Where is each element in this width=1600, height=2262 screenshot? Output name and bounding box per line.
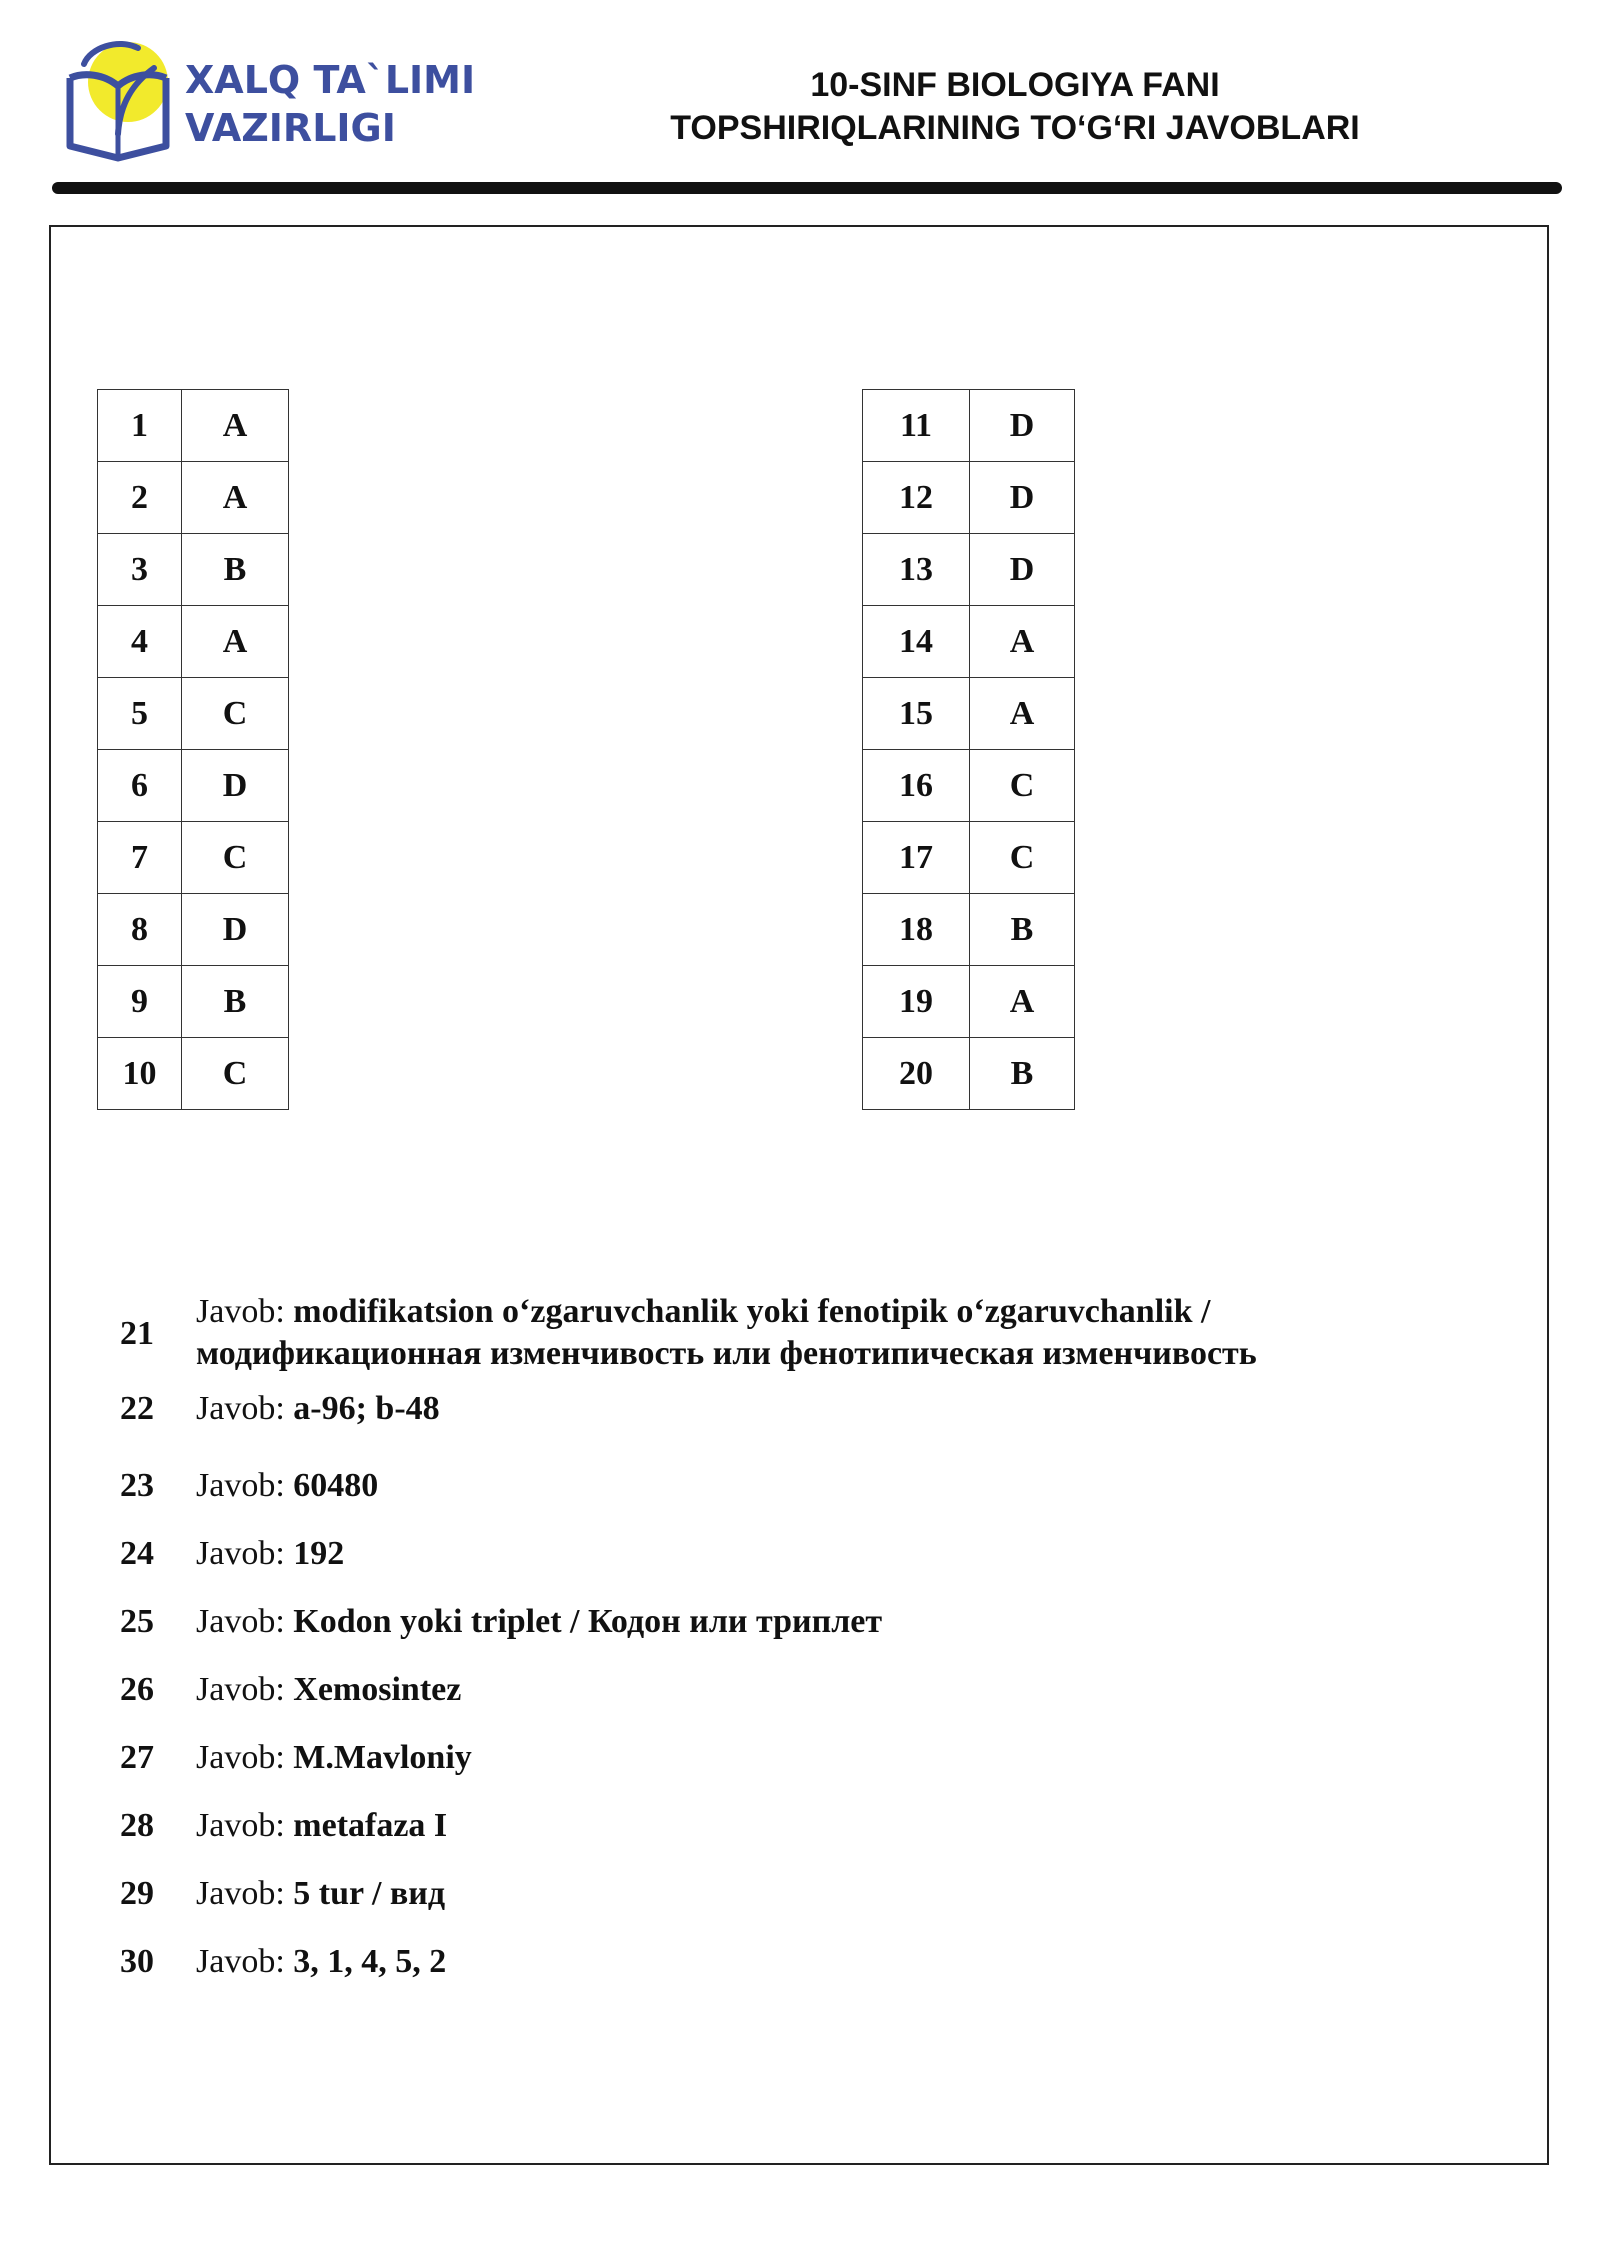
answer-label: Javob: <box>196 1943 294 1980</box>
answer-text <box>196 1671 461 1709</box>
question-number: 13 <box>863 534 970 606</box>
answer-letter: D <box>182 894 289 966</box>
answer-value: M.Mavloniy <box>293 1739 472 1776</box>
answer-value: 5 tur / вид <box>293 1875 446 1912</box>
logo-line2: VAZIRLIGI <box>185 106 396 150</box>
table-row <box>863 750 1075 822</box>
answer-letter: B <box>182 534 289 606</box>
answer-table-1-10 <box>97 389 289 1110</box>
answer-letter: C <box>182 822 289 894</box>
table-row <box>863 894 1075 966</box>
answer-value: Kodon yoki triplet / Кодон или триплет <box>284 1603 883 1640</box>
question-number: 6 <box>98 750 182 822</box>
answer-letter: B <box>970 894 1075 966</box>
title-line1: 10-SINF BIOLOGIYA FANI <box>810 66 1220 104</box>
question-number: 24 <box>120 1535 154 1572</box>
table-row <box>98 534 289 606</box>
answer-text <box>196 1535 344 1573</box>
table-row <box>98 966 289 1038</box>
table-row <box>863 822 1075 894</box>
question-number: 18 <box>863 894 970 966</box>
table-row <box>98 822 289 894</box>
answer-letter: D <box>182 750 289 822</box>
question-number: 27 <box>120 1739 154 1776</box>
question-number: 15 <box>863 678 970 750</box>
answer-letter: A <box>970 606 1075 678</box>
answer-text <box>196 1807 447 1845</box>
answer-label: Javob: <box>196 1875 294 1912</box>
answer-label: Javob: <box>196 1739 294 1776</box>
answer-letter: B <box>182 966 289 1038</box>
answer-letter: B <box>970 1038 1075 1110</box>
answer-letter: A <box>182 390 289 462</box>
answer-value: Xemosintez <box>293 1671 462 1708</box>
answer-value: 192 <box>293 1535 345 1572</box>
question-number: 23 <box>120 1467 154 1504</box>
table-row <box>98 678 289 750</box>
table-row <box>98 1038 289 1110</box>
ministry-logo-text <box>185 56 475 152</box>
question-number: 11 <box>863 390 970 462</box>
answer-label: Javob: <box>196 1535 294 1572</box>
answer-text <box>196 1943 446 1981</box>
table-row <box>863 534 1075 606</box>
page-title <box>600 64 1430 150</box>
answer-letter: A <box>970 678 1075 750</box>
question-number: 21 <box>120 1315 154 1352</box>
table-row <box>98 606 289 678</box>
table-row <box>863 1038 1075 1110</box>
question-number: 7 <box>98 822 182 894</box>
table-row <box>98 750 289 822</box>
answer-letter: C <box>970 750 1075 822</box>
answer-letter: A <box>182 462 289 534</box>
answer-value: metafaza I <box>293 1807 448 1844</box>
header-divider <box>52 182 1562 194</box>
answer-letter: C <box>970 822 1075 894</box>
question-number: 9 <box>98 966 182 1038</box>
table-row <box>98 462 289 534</box>
table-row <box>98 390 289 462</box>
answer-letter: A <box>182 606 289 678</box>
question-number: 14 <box>863 606 970 678</box>
answer-text <box>196 1875 445 1913</box>
answer-value: 3, 1, 4, 5, 2 <box>293 1943 447 1980</box>
title-line2: TOPSHIRIQLARINING TO‘G‘RI JAVOBLARI <box>670 109 1360 147</box>
table-row <box>863 606 1075 678</box>
question-number: 26 <box>120 1671 154 1708</box>
answer-value: 60480 <box>293 1467 379 1504</box>
question-number: 16 <box>863 750 970 822</box>
answer-label: Javob: <box>196 1603 285 1640</box>
table-row <box>98 894 289 966</box>
answer-text <box>196 1390 440 1428</box>
answer-label: Javob: <box>196 1293 294 1330</box>
question-number: 22 <box>120 1390 154 1427</box>
answer-letter: D <box>970 462 1075 534</box>
question-number: 20 <box>863 1038 970 1110</box>
table-row <box>863 966 1075 1038</box>
question-number: 5 <box>98 678 182 750</box>
question-number: 17 <box>863 822 970 894</box>
question-number: 12 <box>863 462 970 534</box>
question-number: 4 <box>98 606 182 678</box>
answer-letter: A <box>970 966 1075 1038</box>
table-row <box>863 390 1075 462</box>
answer-letter: D <box>970 390 1075 462</box>
question-number: 28 <box>120 1807 154 1844</box>
question-number: 10 <box>98 1038 182 1110</box>
question-number: 3 <box>98 534 182 606</box>
answer-label: Javob: <box>196 1807 294 1844</box>
answer-text <box>196 1739 472 1777</box>
answer-table-11-20 <box>862 389 1075 1110</box>
answer-text <box>196 1467 378 1505</box>
question-number: 30 <box>120 1943 154 1980</box>
book-sun-logo-icon <box>62 34 174 164</box>
question-number: 29 <box>120 1875 154 1912</box>
answer-letter: C <box>182 1038 289 1110</box>
answer-value: a-96; b-48 <box>293 1390 440 1427</box>
table-row <box>863 678 1075 750</box>
logo-line1: XALQ TA`LIMI <box>185 58 476 102</box>
answer-label: Javob: <box>196 1390 294 1427</box>
answer-letter: D <box>970 534 1075 606</box>
answer-text <box>196 1603 882 1641</box>
answer-value-line2: модификационная изменчивость или фенотипическая изменчивость <box>196 1335 1257 1372</box>
answer-letter: C <box>182 678 289 750</box>
question-number: 25 <box>120 1603 154 1640</box>
question-number: 1 <box>98 390 182 462</box>
question-number: 8 <box>98 894 182 966</box>
answer-value: modifikatsion o‘zgaruvchanlik yoki fenotipik o‘zgaruvchanlik / <box>293 1293 1211 1330</box>
question-number: 19 <box>863 966 970 1038</box>
table-row <box>863 462 1075 534</box>
question-number: 2 <box>98 462 182 534</box>
answer-text <box>196 1293 1257 1373</box>
answer-label: Javob: <box>196 1467 294 1504</box>
answer-label: Javob: <box>196 1671 294 1708</box>
